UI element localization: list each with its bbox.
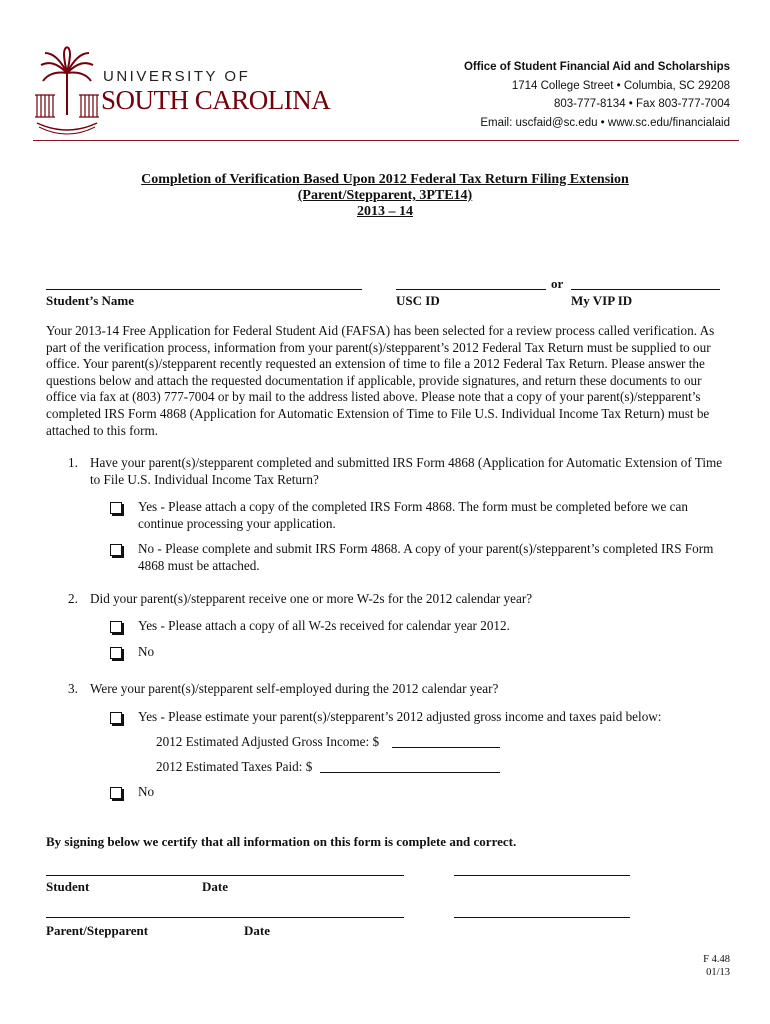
student-name-field[interactable] — [46, 289, 362, 290]
question-1-number: 1. — [68, 455, 78, 470]
agi-input-field[interactable] — [392, 747, 500, 748]
student-signature-field[interactable] — [46, 875, 404, 876]
q3-yes-checkbox[interactable] — [110, 712, 122, 724]
q2-yes-label: Yes - Please attach a copy of all W-2s received for calendar year 2012. — [138, 618, 510, 633]
usc-id-label: USC ID — [396, 293, 440, 308]
intro-paragraph: Your 2013-14 Free Application for Federal Student Aid (FAFSA) has been selected for a review process called verification. As part of the verification process, information from your parent(s)/stepparent’s 2012 Federal Tax Return must be supplied to our office. Your parent(s)/stepparent recently requested an extension of time to file a 2012 Federal Tax Return. Please answer the questions below and attach the requested documentation if applicable, provide signatures, and return these documents to our office via fax at (803) 777-7004 or by mail to the address listed above. Please note that a copy of your parent(s)/stepparent’s completed IRS Form 4868 (Application for Automatic Extension of Time to File U.S. Individual Income Tax Return) must be attached to this form. — [46, 323, 715, 438]
student-signature-label: Student — [46, 879, 90, 894]
form-number-block — [703, 953, 730, 979]
q2-yes-checkbox[interactable] — [110, 621, 122, 633]
office-name: Office of Student Financial Aid and Scholarships — [463, 61, 730, 73]
q3-yes-label: Yes - Please estimate your parent(s)/stepparent’s 2012 adjusted gross income and taxes paid below: — [138, 709, 662, 724]
logo-line-university-of: UNIVERSITY OF — [103, 68, 251, 85]
parent-signature-label: Parent/Stepparent — [46, 923, 149, 938]
form-title — [0, 172, 770, 220]
logo-line-south-carolina: SOUTH CAROLINA — [101, 85, 331, 115]
office-email: Email: uscfaid@sc.edu • www.sc.edu/financialaid — [480, 116, 730, 129]
office-address: 1714 College Street • Columbia, SC 29208 — [511, 79, 730, 92]
office-contact-block — [464, 58, 730, 132]
q1-no-checkbox[interactable] — [110, 544, 122, 556]
office-phone: 803-777-8134 • Fax 803-777-7004 — [553, 98, 730, 110]
question-3-number: 3. — [68, 681, 78, 696]
agi-label: 2012 Estimated Adjusted Gross Income: $ — [156, 734, 380, 749]
parent-date-field[interactable] — [454, 917, 630, 918]
question-2-text: Did your parent(s)/stepparent receive one or more W-2s for the 2012 calendar year? — [90, 591, 533, 606]
title-line-2: (Parent/Stepparent, 3PTE14) — [297, 188, 473, 203]
q1-no-label: No - Please complete and submit IRS Form 4868. A copy of your parent(s)/stepparent’s completed IRS Form 4868 must be attached. — [138, 541, 714, 573]
student-name-label: Student’s Name — [46, 293, 134, 308]
usc-id-field[interactable] — [396, 289, 546, 290]
q2-no-label: No — [138, 644, 155, 659]
q1-yes-label: Yes - Please attach a copy of the completed IRS Form 4868. The form must be completed before we can continue processing your application. — [138, 499, 688, 531]
student-date-field[interactable] — [454, 875, 630, 876]
taxes-paid-label: 2012 Estimated Taxes Paid: $ — [156, 759, 313, 774]
form-revision-date: 01/13 — [706, 967, 730, 978]
taxes-paid-input-field[interactable] — [320, 772, 500, 773]
q2-no-checkbox[interactable] — [110, 647, 122, 659]
q3-no-label: No — [138, 784, 155, 799]
q3-no-checkbox[interactable] — [110, 787, 122, 799]
vip-id-field[interactable] — [571, 289, 720, 290]
question-3-text: Were your parent(s)/stepparent self-employed during the 2012 calendar year? — [90, 681, 499, 696]
question-2-number: 2. — [68, 591, 78, 606]
title-line-1: Completion of Verification Based Upon 2012 Federal Tax Return Filing Extension — [141, 172, 629, 187]
student-date-label: Date — [202, 879, 228, 894]
vip-id-label: My VIP ID — [571, 293, 633, 308]
parent-date-label: Date — [244, 923, 270, 938]
palmetto-seal-icon — [33, 45, 101, 135]
question-1-text: Have your parent(s)/stepparent completed and submitted IRS Form 4868 (Application for Automatic Extension of Time to File U.S. Individual Income Tax Return? — [90, 455, 723, 487]
or-label: or — [551, 276, 564, 291]
form-number: F 4.48 — [703, 954, 730, 965]
q1-yes-checkbox[interactable] — [110, 502, 122, 514]
header-divider — [33, 140, 739, 141]
certification-statement: By signing below we certify that all information on this form is complete and correct. — [46, 834, 517, 849]
parent-signature-field[interactable] — [46, 917, 404, 918]
university-logo — [33, 45, 333, 135]
title-line-3: 2013 – 14 — [357, 204, 413, 219]
